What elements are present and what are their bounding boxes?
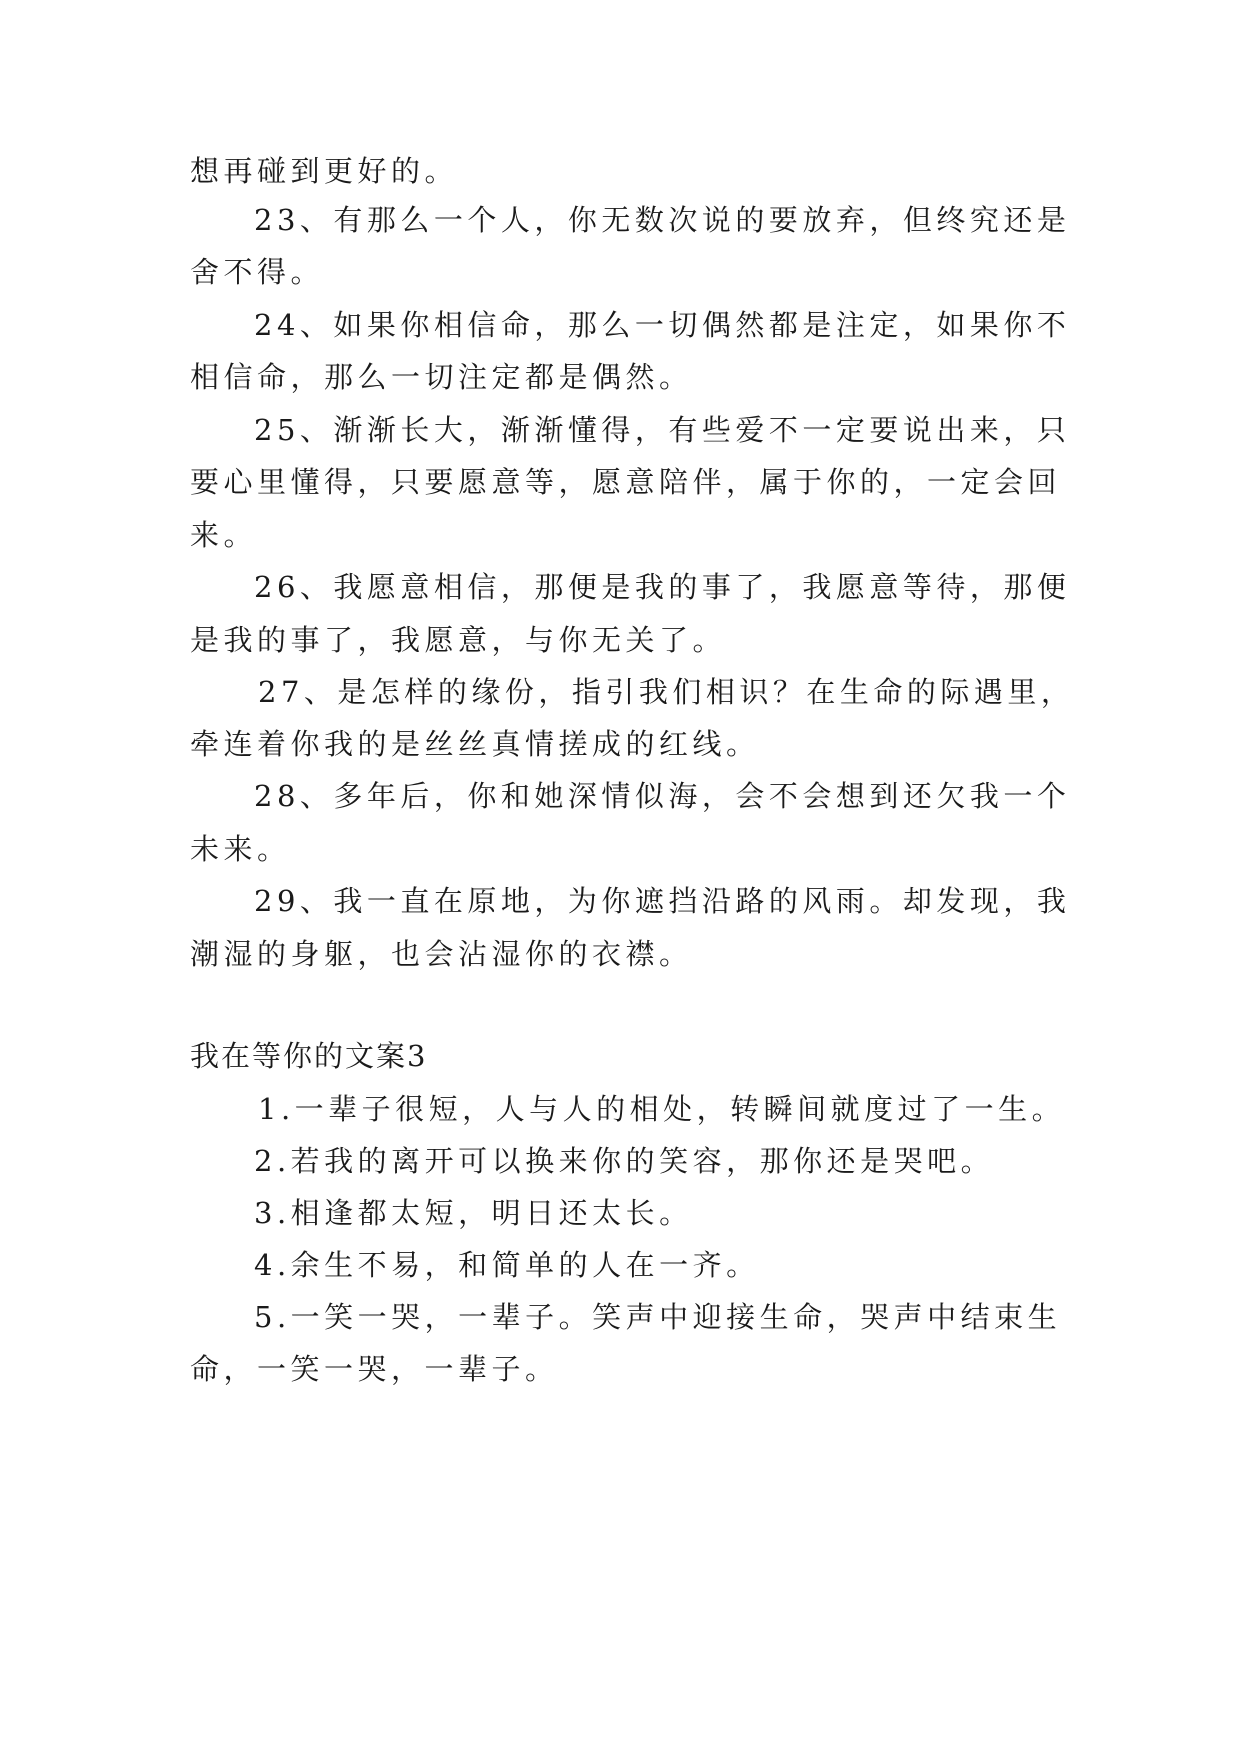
item-28-line-2: 未来。: [190, 832, 291, 866]
section-3-item-4: 4.余生不易，和简单的人在一齐。: [254, 1248, 760, 1282]
item-23-line-2: 舍不得。: [190, 255, 325, 289]
item-29-line-2: 潮湿的身躯，也会沾湿你的衣襟。: [190, 937, 693, 971]
section-3-item-5-line-2: 命，一笑一哭，一辈子。: [190, 1352, 559, 1386]
item-29-line-1: 29、我一直在原地，为你遮挡沿路的风雨。却发现，我: [254, 884, 1071, 918]
section-3-item-3: 3.相逢都太短，明日还太长。: [254, 1196, 693, 1230]
item-26-line-2: 是我的事了，我愿意，与你无关了。: [190, 623, 727, 657]
section-3-item-2: 2.若我的离开可以换来你的笑容，那你还是哭吧。: [254, 1144, 995, 1178]
item-27-line-1: 27、是怎样的缘份，指引我们相识？在生命的际遇里，: [258, 675, 1075, 709]
item-26-line-1: 26、我愿意相信，那便是我的事了，我愿意等待，那便: [254, 570, 1071, 604]
section-3-item-1: 1.一辈子很短，人与人的相处，转瞬间就度过了一生。: [258, 1092, 1066, 1126]
item-23-line-1: 23、有那么一个人，你无数次说的要放弃，但终究还是: [254, 203, 1071, 237]
section-3-item-5-line-1: 5.一笑一哭，一辈子。笑声中迎接生命，哭声中结束生: [254, 1300, 1062, 1334]
item-25-line-3: 来。: [190, 518, 258, 552]
item-24-line-1: 24、如果你相信命，那么一切偶然都是注定，如果你不: [254, 308, 1071, 342]
item-22-continuation: 想再碰到更好的。: [190, 154, 459, 188]
item-27-line-2: 牵连着你我的是丝丝真情搓成的红线。: [190, 727, 760, 761]
item-25-line-2: 要心里懂得，只要愿意等，愿意陪伴，属于你的，一定会回: [190, 465, 1062, 499]
section-heading: 我在等你的文案3: [190, 1039, 428, 1073]
item-25-line-1: 25、渐渐长大，渐渐懂得，有些爱不一定要说出来，只: [254, 413, 1071, 447]
item-24-line-2: 相信命，那么一切注定都是偶然。: [190, 360, 693, 394]
item-28-line-1: 28、多年后，你和她深情似海，会不会想到还欠我一个: [254, 779, 1071, 813]
